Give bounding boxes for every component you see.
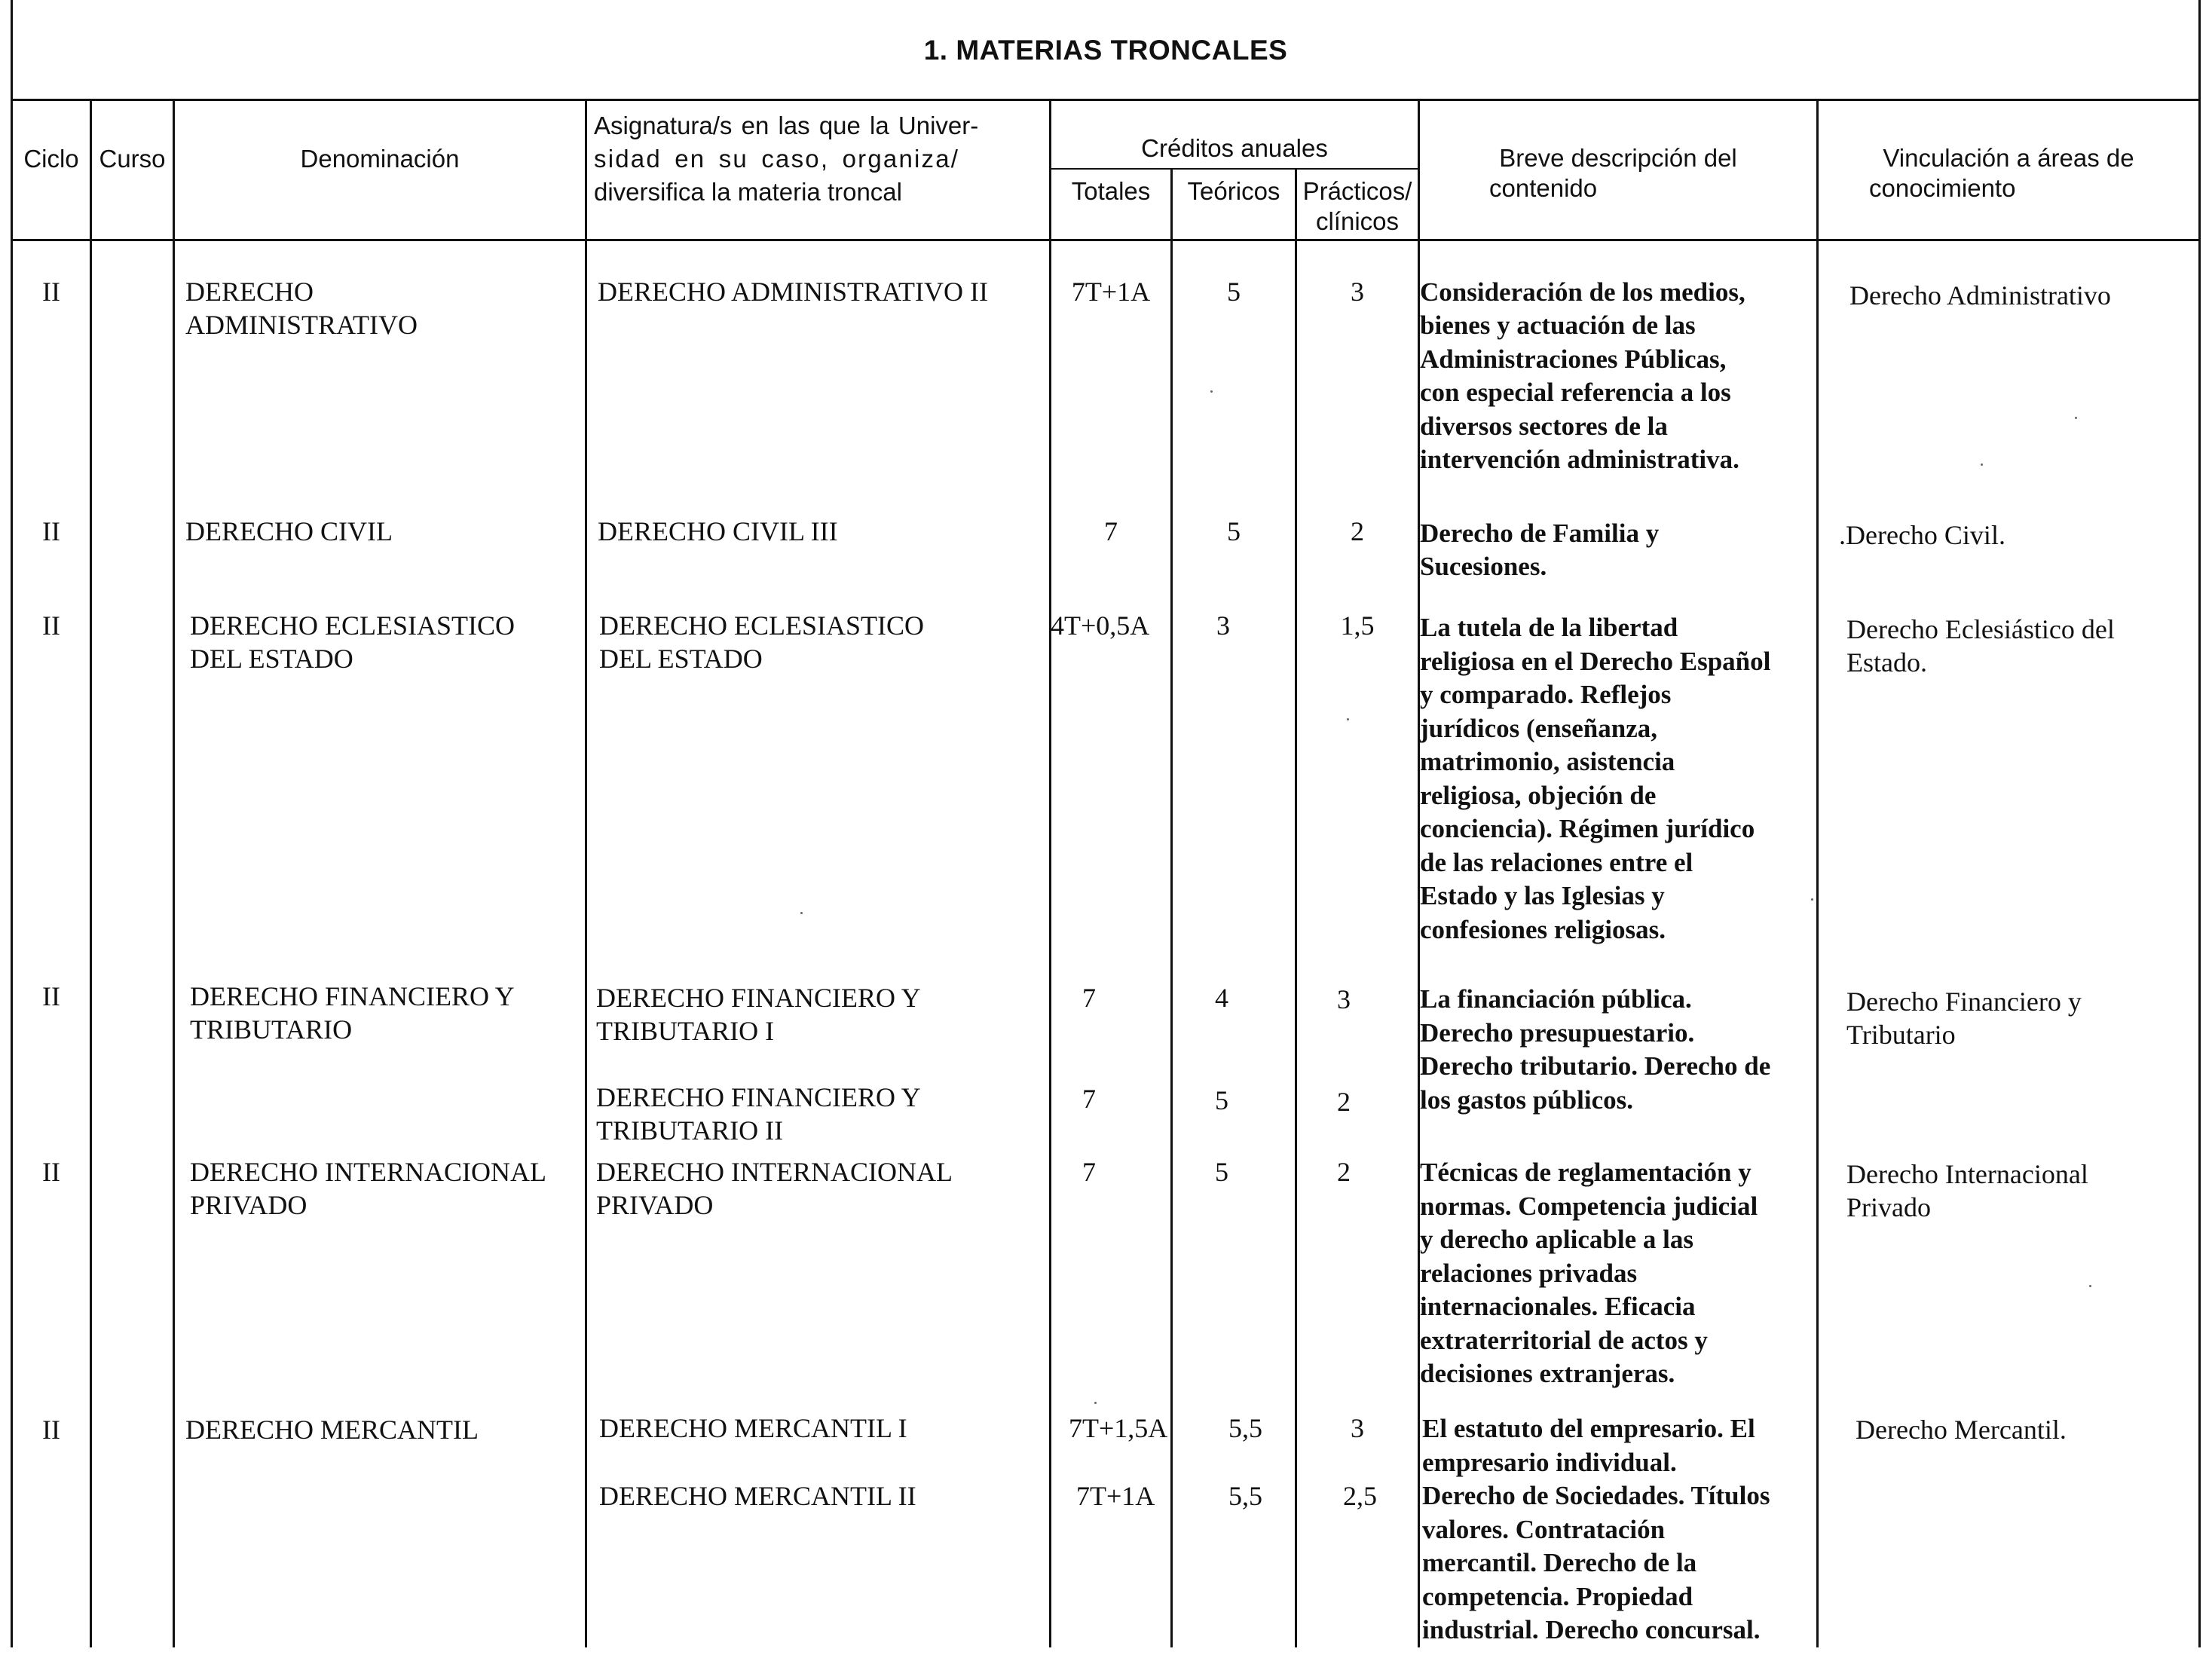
header-asignatura-line2: sidad en su caso, organiza/	[594, 145, 960, 173]
row3-descripcion-line8: de las relaciones entre el	[1420, 848, 1693, 877]
row3-asignatura-line2: DEL ESTADO	[599, 644, 763, 674]
row1-descripcion-line4: con especial referencia a los	[1420, 378, 1731, 407]
row1-practicos: 3	[1351, 277, 1364, 307]
table-border-right	[2198, 101, 2201, 1647]
header-asignatura-line1: Asignatura/s en las que la Univer-	[594, 112, 979, 139]
row3-descripcion-line4: jurídicos (enseñanza,	[1420, 714, 1657, 743]
title-box	[11, 0, 2201, 101]
row1-descripcion-line6: intervención administrativa.	[1420, 445, 1739, 474]
row5-descripcion-line4: relaciones privadas	[1420, 1259, 1638, 1288]
row6-totales1: 7T+1,5A	[1069, 1413, 1168, 1443]
row5-vinculacion-line1: Derecho Internacional	[1846, 1159, 2088, 1189]
header-ciclo: Ciclo	[23, 145, 79, 173]
row4-totales1: 7	[1082, 983, 1096, 1013]
page-title: 1. MATERIAS TRONCALES	[923, 35, 1288, 66]
row1-denominacion-line1: DERECHO	[185, 277, 314, 307]
column-divider	[585, 101, 587, 1647]
row5-teoricos: 5	[1215, 1157, 1228, 1187]
row6-totales2: 7T+1A	[1076, 1481, 1155, 1511]
row6-vinculacion: Derecho Mercantil.	[1856, 1415, 2067, 1445]
row5-vinculacion-line2: Privado	[1846, 1192, 1931, 1222]
header-vinculacion-line2: conocimiento	[1869, 174, 2016, 202]
row5-descripcion-line1: Técnicas de reglamentación y	[1420, 1158, 1752, 1187]
header-bottom-rule	[11, 239, 2201, 241]
row1-teoricos: 5	[1227, 277, 1241, 307]
row5-descripcion-line7: decisiones extranjeras.	[1420, 1359, 1675, 1388]
row6-denominacion: DERECHO MERCANTIL	[185, 1415, 479, 1445]
row4-totales2: 7	[1082, 1084, 1096, 1114]
row2-descripcion-line1: Derecho de Familia y	[1420, 518, 1660, 548]
column-divider	[90, 101, 92, 1647]
row3-descripcion-line9: Estado y las Iglesias y	[1420, 881, 1665, 910]
row4-vinculacion-line1: Derecho Financiero y	[1846, 987, 2082, 1017]
row2-totales: 7	[1104, 516, 1118, 546]
row4-teoricos2: 5	[1215, 1085, 1228, 1115]
row4-denominacion-line1: DERECHO FINANCIERO Y	[190, 981, 515, 1011]
row6-asignatura1: DERECHO MERCANTIL I	[599, 1413, 907, 1443]
row3-descripcion-line7: conciencia). Régimen jurídico	[1420, 814, 1755, 843]
column-divider	[173, 101, 175, 1647]
row2-practicos: 2	[1351, 516, 1364, 546]
row3-descripcion-line3: y comparado. Reflejos	[1420, 680, 1672, 709]
row6-descripcion-line7: industrial. Derecho concursal.	[1422, 1615, 1761, 1644]
row6-teoricos1: 5,5	[1228, 1413, 1262, 1443]
row5-ciclo: II	[42, 1157, 60, 1187]
row3-descripcion-line1: La tutela de la libertad	[1420, 613, 1678, 642]
row5-practicos: 2	[1337, 1157, 1351, 1187]
header-descripcion-line1: Breve descripción del	[1499, 144, 1737, 172]
row3-descripcion-line10: confesiones religiosas.	[1420, 915, 1666, 944]
row5-descripcion-line3: y derecho aplicable a las	[1420, 1225, 1693, 1254]
scan-speck	[2089, 1285, 2091, 1287]
row5-asignatura-line1: DERECHO INTERNACIONAL	[596, 1157, 953, 1187]
scan-speck	[1347, 718, 1349, 720]
row3-vinculacion-line1: Derecho Eclesiástico del	[1846, 614, 2115, 644]
scan-speck	[1981, 463, 1983, 466]
row2-ciclo: II	[42, 516, 60, 546]
row6-descripcion-line3: Derecho de Sociedades. Títulos	[1422, 1481, 1770, 1510]
scan-speck	[1094, 1402, 1097, 1404]
header-teoricos: Teóricos	[1187, 177, 1280, 205]
row5-descripcion-line2: normas. Competencia judicial	[1420, 1191, 1758, 1221]
header-totales: Totales	[1071, 177, 1151, 205]
row1-vinculacion: Derecho Administrativo	[1849, 280, 2111, 310]
row2-asignatura: DERECHO CIVIL III	[598, 516, 838, 546]
row4-descripcion-line3: Derecho tributario. Derecho de	[1420, 1051, 1771, 1081]
row4-descripcion-line4: los gastos públicos.	[1420, 1085, 1633, 1115]
row1-descripcion-line2: bienes y actuación de las	[1420, 310, 1696, 340]
header-asignatura-line3: diversifica la materia troncal	[594, 178, 902, 206]
row3-asignatura-line1: DERECHO ECLESIASTICO	[599, 610, 924, 641]
row3-vinculacion-line2: Estado.	[1846, 647, 1927, 678]
row6-practicos1: 3	[1351, 1413, 1364, 1443]
row6-descripcion-line1: El estatuto del empresario. El	[1422, 1414, 1755, 1443]
row6-descripcion-line6: competencia. Propiedad	[1422, 1582, 1693, 1611]
row3-totales: 4T+0,5A	[1051, 610, 1150, 641]
row6-descripcion-line5: mercantil. Derecho de la	[1422, 1548, 1697, 1577]
row3-descripcion-line5: matrimonio, asistencia	[1420, 747, 1675, 776]
scan-speck	[1210, 390, 1213, 393]
row3-teoricos: 3	[1216, 610, 1230, 641]
header-practicos-line2: clínicos	[1315, 207, 1400, 235]
row6-practicos2: 2,5	[1343, 1481, 1377, 1511]
scan-speck	[2075, 417, 2077, 419]
row4-denominacion-line2: TRIBUTARIO	[190, 1014, 353, 1045]
row3-descripcion-line6: religiosa, objeción de	[1420, 781, 1657, 810]
row4-asignatura2-line1: DERECHO FINANCIERO Y	[596, 1082, 921, 1112]
row2-descripcion-line2: Sucesiones.	[1420, 552, 1547, 581]
row1-ciclo: II	[42, 277, 60, 307]
row4-asignatura1-line2: TRIBUTARIO I	[596, 1016, 775, 1046]
row1-descripcion-line5: diversos sectores de la	[1420, 411, 1668, 441]
row1-asignatura: DERECHO ADMINISTRATIVO II	[598, 277, 988, 307]
header-creditos-anuales: Créditos anuales	[1141, 134, 1328, 162]
row5-denominacion-line2: PRIVADO	[190, 1190, 307, 1220]
row4-ciclo: II	[42, 981, 60, 1011]
row4-practicos2: 2	[1337, 1087, 1351, 1117]
row3-denominacion-line2: DEL ESTADO	[190, 644, 353, 674]
row6-ciclo: II	[42, 1415, 60, 1445]
row4-descripcion-line2: Derecho presupuestario.	[1420, 1018, 1695, 1048]
row6-descripcion-line2: empresario individual.	[1422, 1448, 1677, 1477]
column-divider	[1295, 169, 1297, 1647]
subheader-divider	[1050, 168, 1418, 170]
row3-descripcion-line2: religiosa en el Derecho Español	[1420, 647, 1771, 676]
row6-descripcion-line4: valores. Contratación	[1422, 1515, 1666, 1544]
row4-descripcion-line1: La financiación pública.	[1420, 984, 1692, 1014]
row3-practicos: 1,5	[1340, 610, 1375, 641]
row5-denominacion-line1: DERECHO INTERNACIONAL	[190, 1157, 546, 1187]
header-curso: Curso	[99, 145, 166, 173]
row2-vinculacion: .Derecho Civil.	[1839, 520, 2005, 550]
row1-descripcion-line3: Administraciones Públicas,	[1420, 344, 1727, 374]
scan-speck	[800, 912, 803, 914]
row5-descripcion-line5: internacionales. Eficacia	[1420, 1292, 1696, 1321]
row6-teoricos2: 5,5	[1228, 1481, 1262, 1511]
row3-ciclo: II	[42, 610, 60, 641]
header-descripcion-line2: contenido	[1489, 174, 1598, 202]
row1-denominacion-line2: ADMINISTRATIVO	[185, 310, 418, 340]
row1-descripcion-line1: Consideración de los medios,	[1420, 277, 1745, 307]
row4-teoricos1: 4	[1215, 983, 1228, 1013]
header-practicos-line1: Prácticos/	[1302, 177, 1412, 205]
row5-asignatura-line2: PRIVADO	[596, 1190, 714, 1220]
row4-asignatura2-line2: TRIBUTARIO II	[596, 1115, 784, 1146]
scan-speck	[1811, 898, 1813, 901]
header-vinculacion-line1: Vinculación a áreas de	[1883, 144, 2134, 172]
row4-practicos1: 3	[1337, 984, 1351, 1014]
row1-totales: 7T+1A	[1071, 277, 1151, 307]
row2-denominacion: DERECHO CIVIL	[185, 516, 393, 546]
row5-totales: 7	[1082, 1157, 1096, 1187]
header-denominacion: Denominación	[300, 145, 460, 173]
row4-asignatura1-line1: DERECHO FINANCIERO Y	[596, 983, 921, 1013]
row4-vinculacion-line2: Tributario	[1846, 1020, 1956, 1050]
column-divider	[1049, 101, 1051, 1647]
row2-teoricos: 5	[1227, 516, 1241, 546]
row5-descripcion-line6: extraterritorial de actos y	[1420, 1326, 1708, 1355]
row3-denominacion-line1: DERECHO ECLESIASTICO	[190, 610, 515, 641]
row6-asignatura2: DERECHO MERCANTIL II	[599, 1481, 916, 1511]
